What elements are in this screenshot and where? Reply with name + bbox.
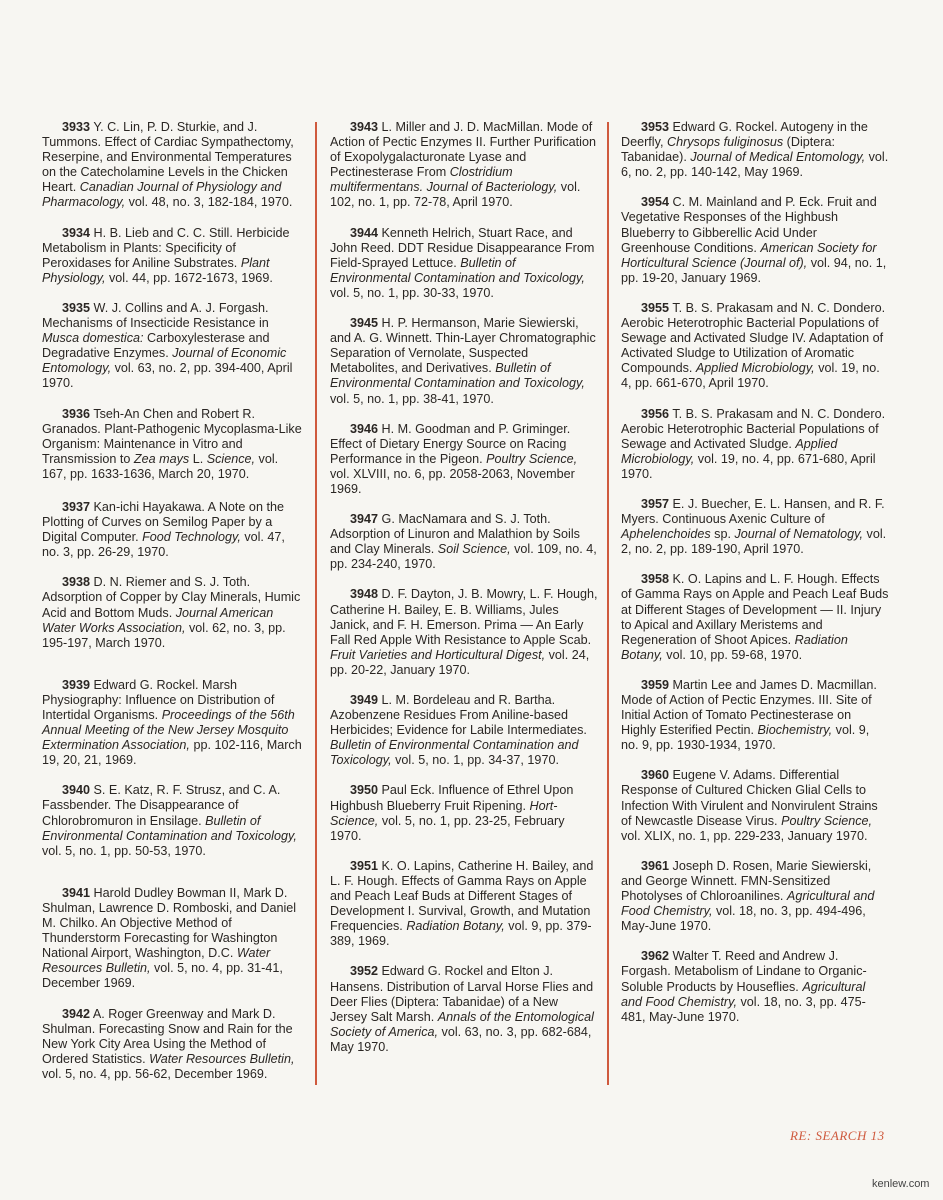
citation-details: vol. 24, pp. 20-22, January 1970. (330, 647, 590, 677)
column-divider (315, 122, 317, 1085)
citation-details: vol. 18, no. 3, pp. 494-496, May-June 1970. (621, 904, 866, 934)
citation-entry (621, 195, 889, 286)
column-1 (42, 120, 304, 1082)
citation-details: vol. 102, no. 1, pp. 72-78, April 1970. (330, 180, 581, 210)
citation-number: 3940 (62, 783, 91, 798)
citation-details: vol. 18, no. 3, pp. 475-481, May-June 1970. (621, 994, 866, 1024)
citation-text: H. M. Goodman and P. Griminger. Effect of Dietary Energy Source on Racing Performance in the Pigeon. (330, 421, 571, 466)
citation-number: 3934 (62, 225, 91, 240)
citation-number: 3936 (62, 406, 91, 421)
citation-number: 3943 (350, 120, 379, 134)
citation-number: 3962 (641, 949, 670, 964)
citation-number: 3941 (62, 885, 91, 900)
citation-text: H. B. Lieb and C. C. Still. Herbicide Metabolism in Plants: Specificity of Peroxidases for Aniline Substrates. (42, 225, 290, 270)
citation-journal: Applied Microbiology, (621, 436, 838, 466)
citation-text: Edward G. Rockel. Autogeny in the Deerfly, (621, 120, 868, 150)
citation-details: vol. 19, no. 4, pp. 661-670, April 1970. (621, 361, 880, 391)
citation-entry (621, 120, 889, 180)
citation-number: 3960 (641, 768, 670, 783)
citation-entry (330, 964, 598, 1055)
citation-entry (330, 859, 598, 950)
citation-number: 3942 (62, 1006, 91, 1021)
citation-text: W. J. Collins and A. J. Forgash. Mechanisms of Insecticide Resistance in (42, 300, 269, 331)
citation-details: vol. 5, no. 1, pp. 23-25, February 1970. (330, 813, 565, 843)
citation-number: 3935 (62, 300, 91, 315)
citation-details: vol. 94, no. 1, pp. 19-20, January 1969. (621, 255, 887, 285)
citation-text: Walter T. Reed and Andrew J. Forgash. Metabolism of Lindane to Organic-Soluble Products by Houseflies. (621, 949, 867, 994)
citation-journal: Clostridium multifermentans. Journal of Bacteriology, (330, 165, 558, 195)
citation-details: (Diptera: Tabanidae). (621, 135, 835, 165)
citation-journal: Poultry Science, (781, 813, 873, 828)
citation-journal: Applied Microbiology, (695, 361, 815, 376)
citation-details: vol. 109, no. 4, pp. 234-240, 1970. (330, 542, 597, 572)
citation-entry (330, 316, 598, 407)
citation-journal: Zea mays (133, 451, 190, 466)
citation-entry (621, 301, 889, 392)
citation-text: Paul Eck. Influence of Ethrel Upon Highbush Blueberry Fruit Ripening. (330, 783, 574, 813)
citation-text: S. E. Katz, R. F. Strusz, and C. A. Fassbender. The Disappearance of Chlorobromuron in Ensilage. (42, 783, 281, 828)
citation-text: A. Roger Greenway and Mark D. Shulman. Forecasting Snow and Rain for the New York City Area Using the Method of Ordered Statistics. (42, 1006, 293, 1066)
citation-journal: Poultry Science, (486, 451, 578, 466)
citation-details: vol. 62, no. 3, pp. 195-197, March 1970. (42, 620, 286, 650)
citation-entry (330, 422, 598, 497)
citation-entry (621, 678, 889, 753)
citation-details: vol. 5, no. 4, pp. 56-62, December 1969. (42, 1066, 268, 1081)
citation-text: Eugene V. Adams. Differential Response of Cultured Chicken Glial Cells to Infection With Virulent and Nonvirulent Strains of Newcastle Disease Virus. (621, 768, 878, 828)
citation-number: 3954 (641, 195, 670, 210)
citation-number: 3949 (350, 693, 379, 707)
citation-details: vol. 5, no. 1, pp. 50-53, 1970. (42, 843, 206, 858)
citation-journal: Radiation Botany, (406, 919, 505, 934)
citation-journal: Food Technology, (142, 530, 241, 545)
citation-entry (42, 575, 304, 650)
citation-text: D. F. Dayton, J. B. Mowry, L. F. Hough, Catherine H. Bailey, E. B. Williams, Jules Janick, and F. H. Emerson. Prima — An Early Fall Red Apple With Resistance to Apple Scab. (330, 587, 598, 647)
citation-entry (42, 407, 304, 482)
citation-details: sp. (714, 527, 731, 542)
citation-number: 3939 (62, 677, 91, 692)
citation-entry (621, 572, 889, 663)
citation-details: vol. 167, pp. 1633-1636, March 20, 1970. (42, 451, 279, 481)
citation-journal: Annals of the Entomological Society of America, (330, 1009, 594, 1039)
citation-number: 3937 (62, 499, 91, 514)
citation-text: Harold Dudley Bowman II, Mark D. Shulman, Lawrence D. Romboski, and Daniel M. Chilko. An Objective Method of Thunderstorm Forecasting for Washington National Airport, Washington, D.C. (42, 885, 297, 961)
citation-details: vol. 63, no. 2, pp. 394-400, April 1970. (42, 361, 293, 391)
citation-number: 3953 (641, 120, 670, 134)
citation-text: E. J. Buecher, E. L. Hansen, and R. F. Myers. Continuous Axenic Culture of (621, 496, 885, 527)
citation-entry (42, 1007, 304, 1082)
footer-logo: RE: SEARCH 13 (790, 1128, 885, 1143)
citation-details: vol. 9, no. 9, pp. 1930-1934, 1970. (621, 723, 870, 753)
citation-journal: Journal of Economic Entomology, (42, 346, 287, 376)
citation-details: vol. 6, no. 2, pp. 140-142, May 1969. (621, 150, 889, 180)
citation-text: T. B. S. Prakasam and N. C. Dondero. Aerobic Heterotrophic Bacterial Populations of Sewage and Activated Sludge IV. Adaptation of Activated Sludge to Utilization of Aromatic Compounds. (621, 300, 886, 376)
citation-number: 3944 (350, 225, 379, 240)
citation-text: Kan-ichi Hayakawa. A Note on the Plotting of Curves on Semilog Paper by a Digital Computer. (42, 499, 284, 545)
citation-details: vol. 9, pp. 379-389, 1969. (330, 919, 592, 949)
citation-details: vol. 5, no. 1, pp. 38-41, 1970. (330, 391, 494, 406)
citation-entry (42, 678, 304, 769)
citation-journal: Musca domestica: (42, 331, 144, 346)
citation-journal: Proceedings of the 56th Annual Meeting of the New Jersey Mosquito Extermination Association, (42, 708, 295, 753)
citation-entry (621, 859, 889, 934)
citation-entry (621, 768, 889, 843)
citation-details: vol. 2, no. 2, pp. 189-190, April 1970. (621, 527, 887, 557)
citation-journal: Biochemistry, (757, 723, 833, 738)
citation-details: vol. 63, no. 3, pp. 682-684, May 1970. (330, 1024, 592, 1054)
citation-journal: Journal of Medical Entomology, (690, 150, 866, 165)
citation-text: K. O. Lapins, Catherine H. Bailey, and L. F. Hough. Effects of Gamma Rays on Apple and Peach Leaf Buds at Different Stages of Development I. Survival, Growth, and Mutation Frequencies. (330, 858, 594, 934)
citation-number: 3955 (641, 300, 670, 315)
citation-journal: Bulletin of Environmental Contamination and Toxicology, (42, 813, 297, 843)
citation-entry (42, 120, 304, 211)
citation-text: L. M. Bordeleau and R. Bartha. Azobenzene Residues From Aniline-based Herbicides; Evidence for Labile Intermediates. (330, 693, 587, 738)
citation-details: vol. 10, pp. 59-68, 1970. (666, 647, 803, 662)
citation-number: 3946 (350, 421, 379, 436)
citation-entry (621, 949, 889, 1024)
citation-details: vol. 5, no. 4, pp. 31-41, December 1969. (42, 961, 283, 991)
citation-entry (330, 587, 598, 678)
citation-journal: Aphelenchoides (621, 527, 711, 542)
citation-text: L. Miller and J. D. MacMillan. Mode of Action of Pectic Enzymes II. Further Purification of Exopolygalacturonate Lyase and Pectinesterase From (330, 120, 596, 180)
citation-journal: American Society for Horticultural Science (Journal of), (621, 240, 877, 270)
citation-journal: Chrysops fuliginosus (666, 135, 784, 150)
citation-entry (42, 500, 304, 560)
citation-text: Edward G. Rockel and Elton J. Hansens. Distribution of Larval Horse Flies and Deer Flies (Diptera: Tabanidae) of a New Jersey Salt Marsh. (330, 964, 594, 1024)
citation-journal: Water Resources Bulletin, (149, 1051, 295, 1066)
citation-entry (330, 783, 598, 843)
citation-text: T. B. S. Prakasam and N. C. Dondero. Aerobic Heterotrophic Bacterial Populations of Sewage and Activated Sludge. (621, 406, 886, 451)
citation-entry (621, 407, 889, 482)
citation-journal: Radiation Botany, (621, 632, 848, 662)
citation-number: 3938 (62, 575, 91, 590)
citation-number: 3958 (641, 572, 670, 587)
citation-journal: Canadian Journal of Physiology and Pharmacology, (42, 180, 282, 210)
citation-entry (330, 120, 598, 211)
citation-journal: Plant Physiology, (42, 255, 270, 285)
citation-number: 3951 (350, 858, 379, 873)
citation-details: vol. XLVIII, no. 6, pp. 2058-2063, November 1969. (330, 466, 575, 496)
citation-journal: Bulletin of Environmental Contamination and Toxicology, (330, 255, 585, 285)
citation-details: vol. 44, pp. 1672-1673, 1969. (108, 270, 273, 285)
citation-journal: Soil Science, (437, 542, 511, 557)
citation-number: 3947 (350, 512, 379, 527)
citation-text: D. N. Riemer and S. J. Toth. Adsorption of Copper by Clay Minerals, Humic Acid and Bottom Muds. (42, 575, 301, 620)
column-2 (330, 120, 598, 1055)
citation-details: vol. 47, no. 3, pp. 26-29, 1970. (42, 530, 285, 560)
citation-number: 3933 (62, 120, 91, 134)
citation-entry (42, 783, 304, 858)
citation-entry (330, 226, 598, 301)
citation-text: Tseh-An Chen and Robert R. Granados. Plant-Pathogenic Mycoplasma-Like Organism: Maintenance in Vitro and Transmission to (42, 406, 302, 466)
citation-details: L. (192, 451, 204, 466)
citation-number: 3957 (641, 496, 670, 511)
citation-details: vol. XLIX, no. 1, pp. 229-233, January 1970. (621, 828, 868, 843)
citation-journal: Bulletin of Environmental Contamination and Toxicology, (330, 738, 579, 768)
citation-entry (42, 886, 304, 992)
citation-details: pp. 102-116, March 19, 20, 21, 1969. (42, 738, 302, 768)
column-divider (607, 122, 609, 1085)
citation-details: vol. 19, no. 4, pp. 671-680, April 1970. (621, 451, 876, 481)
citation-number: 3959 (641, 677, 670, 692)
citation-text: K. O. Lapins and L. F. Hough. Effects of Gamma Rays on Apple and Peach Leaf Buds at Different Stages of Development — II. Injury to Apical and Axillary Meristems and Regeneration of Shoot Apices. (621, 572, 889, 647)
citation-entry (330, 693, 598, 768)
citation-journal: Hort-Science, (330, 798, 558, 828)
citation-text: Kenneth Helrich, Stuart Race, and John Reed. DDT Residue Disappearance From Field-Sprayed Lettuce. (330, 225, 595, 270)
citation-journal: Journal American Water Works Association, (42, 605, 274, 635)
citation-journal: Bulletin of Environmental Contamination and Toxicology, (330, 361, 585, 391)
watermark: kenlew.com (872, 1178, 930, 1190)
citation-text: Edward G. Rockel. Marsh Physiography: Influence on Distribution of Intertidal Organisms. (42, 677, 275, 722)
citation-text: H. P. Hermanson, Marie Siewierski, and A. G. Winnett. Thin-Layer Chromatographic Separation of Vernolate, Suspected Metabolites, and Derivatives. (330, 316, 596, 376)
citation-number: 3945 (350, 316, 379, 331)
citation-number: 3948 (350, 587, 379, 602)
citation-text: Y. C. Lin, P. D. Sturkie, and J. Tummons. Effect of Cardiac Sympathectomy, Reserpine, and Environmental Temperatures on the Catecholamine Levels in the Chicken Heart. (42, 120, 294, 195)
citation-journal: Agricultural and Food Chemistry, (621, 889, 875, 919)
citation-entry (42, 226, 304, 286)
citation-text: Joseph D. Rosen, Marie Siewierski, and George Winnett. FMN-Sensitized Photolyses of Chloroanilines. (621, 858, 872, 904)
citation-entry (42, 301, 304, 392)
citation-details: vol. 5, no. 1, pp. 30-33, 1970. (330, 285, 494, 300)
citation-number: 3950 (350, 783, 379, 798)
citation-text: G. MacNamara and S. J. Toth. Adsorption of Linuron and Malathion by Soils and Clay Minerals. (330, 512, 580, 557)
citation-entry (621, 497, 889, 557)
citation-text: C. M. Mainland and P. Eck. Fruit and Vegetative Responses of the Highbush Blueberry to Gibberellic Acid Under Greenhouse Conditions. (621, 195, 877, 255)
column-3 (621, 120, 889, 1025)
citation-number: 3956 (641, 406, 670, 421)
citation-number: 3952 (350, 964, 379, 979)
citation-journal: Science, (206, 451, 256, 466)
citation-journal: Agricultural and Food Chemistry, (621, 979, 866, 1009)
citation-entry (330, 512, 598, 572)
citation-journal: Journal of Nematology, (734, 527, 864, 542)
citation-number: 3961 (641, 858, 670, 873)
citation-details: vol. 48, no. 3, 182-184, 1970. (128, 195, 293, 210)
citation-details: Carboxylesterase and Degradative Enzymes. (42, 331, 270, 361)
citation-journal: Water Resources Bulletin, (42, 946, 271, 976)
citation-journal: Fruit Varieties and Horticultural Digest, (330, 647, 546, 662)
citation-text: Martin Lee and James D. Macmillan. Mode of Action of Pectic Enzymes. III. Site of Initial Action of Tomato Pectinesterase on Highly Esterified Pectin. (621, 677, 877, 738)
citation-details: vol. 5, no. 1, pp. 34-37, 1970. (395, 753, 559, 768)
